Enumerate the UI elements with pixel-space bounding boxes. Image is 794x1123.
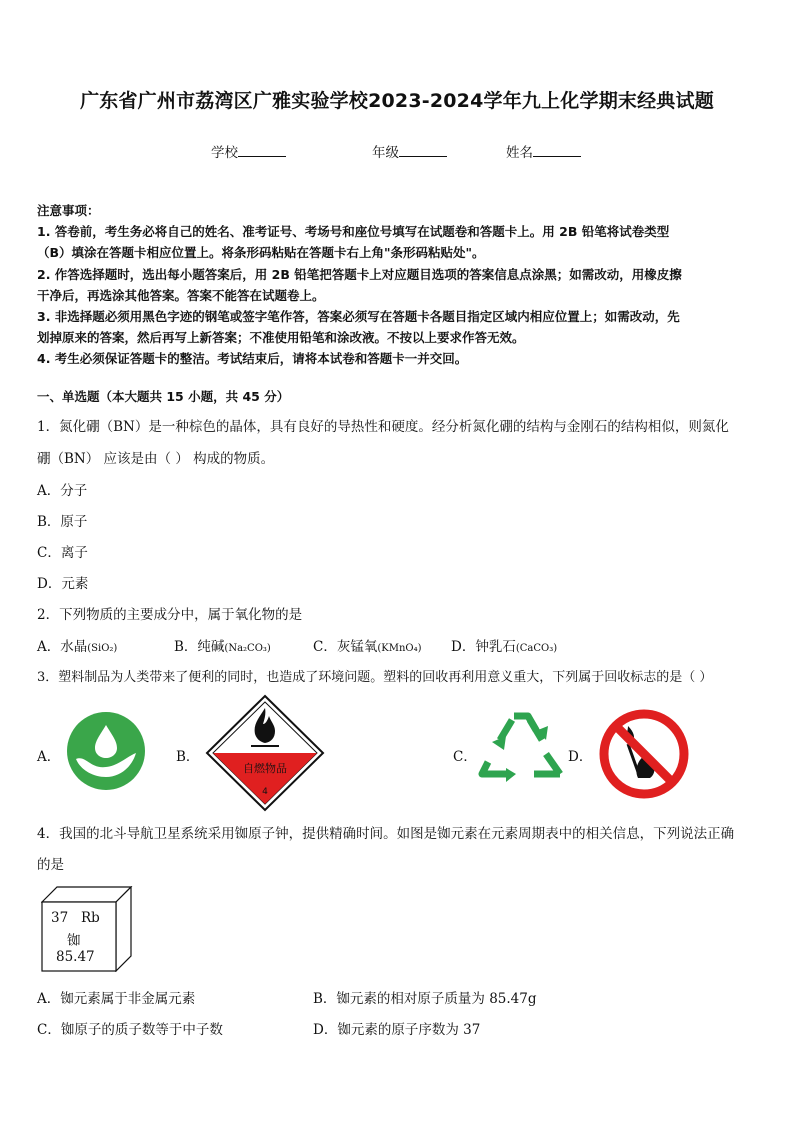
- name-field[interactable]: [506, 141, 581, 161]
- q2-stem: 2．下列物质的主要成分中，属于氧化物的是: [37, 607, 303, 623]
- sign-b-class-number: 4: [262, 787, 268, 797]
- q2-option-a-formula: (SiO₂): [87, 643, 118, 654]
- q2-option-b-label: B．纯碱: [174, 639, 225, 655]
- q2-option-d-formula: (CaCO₃): [515, 643, 558, 654]
- q3-option-a-label[interactable]: A．: [37, 749, 61, 765]
- name-blank[interactable]: [533, 144, 581, 157]
- notes-line: 干净后，再选涂其他答案。答案不能答在试题卷上。: [37, 287, 325, 303]
- notes-line: 3. 非选择题必须用黑色字迹的钢笔或签字笔作答，答案必须写在答题卡各题目指定区域内相应位置上；如需改动，先: [37, 309, 680, 325]
- element-name: 铷: [67, 933, 81, 949]
- q2-option-a-label: A．水晶: [37, 639, 88, 655]
- school-label: 学校: [211, 145, 238, 161]
- q3-option-b-label[interactable]: B．: [176, 749, 200, 765]
- no-open-flame-sign-icon[interactable]: [598, 708, 690, 800]
- school-blank[interactable]: [238, 144, 286, 157]
- grade-field[interactable]: [372, 141, 447, 161]
- q4-option-d[interactable]: D．铷元素的原子序数为 37: [313, 1022, 481, 1038]
- q4-stem-line1: 4．我国的北斗导航卫星系统采用铷原子钟，提供精确时间。如图是铷元素在元素周期表中的相关信息，下列说法正确: [37, 826, 735, 842]
- q1-stem-line1: 1．氮化硼（BN）是一种棕色的晶体，具有良好的导热性和硬度。经分析氮化硼的结构与金刚石的结构相似，则氮化: [37, 419, 729, 435]
- q2-option-c-formula: (KMnO₄): [377, 643, 422, 654]
- recycle-sign-icon[interactable]: [476, 710, 566, 792]
- q2-option-d-label: D．钟乳石: [451, 639, 516, 655]
- q1-option-b[interactable]: B．原子: [37, 514, 88, 530]
- notes-line: （B）填涂在答题卡相应位置上。将条形码粘贴在答题卡右上角"条形码粘贴处"。: [37, 245, 485, 261]
- q3-stem: 3．塑料制品为人类带来了便利的同时，也造成了环境问题。塑料的回收再利用意义重大，下列属于回收标志的是（ ）: [37, 670, 713, 685]
- q1-option-c[interactable]: C．离子: [37, 545, 88, 561]
- q2-option-c-label: C．灰锰氧: [313, 639, 378, 655]
- q1-option-a[interactable]: A．分子: [37, 483, 88, 499]
- notes-section: [37, 200, 759, 370]
- element-atomic-number: 37: [51, 910, 69, 926]
- q3-option-d-label[interactable]: D．: [568, 749, 593, 765]
- element-atomic-mass: 85.47: [56, 949, 95, 965]
- spontaneous-combustion-sign-icon[interactable]: [205, 694, 325, 812]
- page-title: 广东省广州市荔湾区广雅实验学校2023-2024学年九上化学期末经典试题: [80, 90, 714, 112]
- sign-b-text: 自燃物品: [243, 762, 287, 775]
- q1-stem-line2: 硼（BN） 应该是由（ ） 构成的物质。: [37, 451, 275, 467]
- q4-option-a[interactable]: A．铷元素属于非金属元素: [37, 991, 196, 1007]
- element-symbol: Rb: [81, 910, 100, 926]
- q2-option-c[interactable]: [313, 635, 422, 655]
- q4-option-b[interactable]: B．铷元素的相对原子质量为 85.47g: [313, 991, 537, 1007]
- q2-option-d[interactable]: [451, 635, 557, 655]
- q4-stem-line2: 的是: [37, 857, 64, 873]
- notes-line: 4. 考生必须保证答题卡的整洁。考试结束后，请将本试卷和答题卡一并交回。: [37, 351, 468, 367]
- notes-line: 2. 作答选择题时，选出每小题答案后，用 2B 铅笔把答题卡上对应题目选项的答案信息点涂黑；如需改动，用橡皮擦: [37, 266, 682, 282]
- q3-option-c-label[interactable]: C．: [453, 749, 477, 765]
- grade-blank[interactable]: [399, 144, 447, 157]
- name-label: 姓名: [506, 145, 533, 161]
- school-field[interactable]: [211, 141, 286, 161]
- water-saving-sign-icon[interactable]: [66, 711, 146, 791]
- q2-option-b[interactable]: [174, 635, 271, 655]
- q4-option-c[interactable]: C．铷原子的质子数等于中子数: [37, 1022, 223, 1038]
- element-card-rubidium: [43, 902, 125, 968]
- grade-label: 年级: [372, 145, 399, 161]
- q2-option-b-formula: (Na₂CO₃): [224, 643, 271, 654]
- q1-option-d[interactable]: D．元素: [37, 576, 89, 592]
- notes-heading: 注意事项：: [37, 203, 100, 218]
- notes-line: 划掉原来的答案，然后再写上新答案；不准使用铅笔和涂改液。不按以上要求作答无效。: [37, 330, 525, 346]
- q2-option-a[interactable]: [37, 635, 117, 655]
- notes-line: 1. 答卷前，考生务必将自己的姓名、准考证号、考场号和座位号填写在试题卷和答题卡上。用 2B 铅笔将试卷类型: [37, 224, 670, 240]
- section-heading: 一、单选题（本大题共 15 小题，共 45 分）: [37, 389, 290, 404]
